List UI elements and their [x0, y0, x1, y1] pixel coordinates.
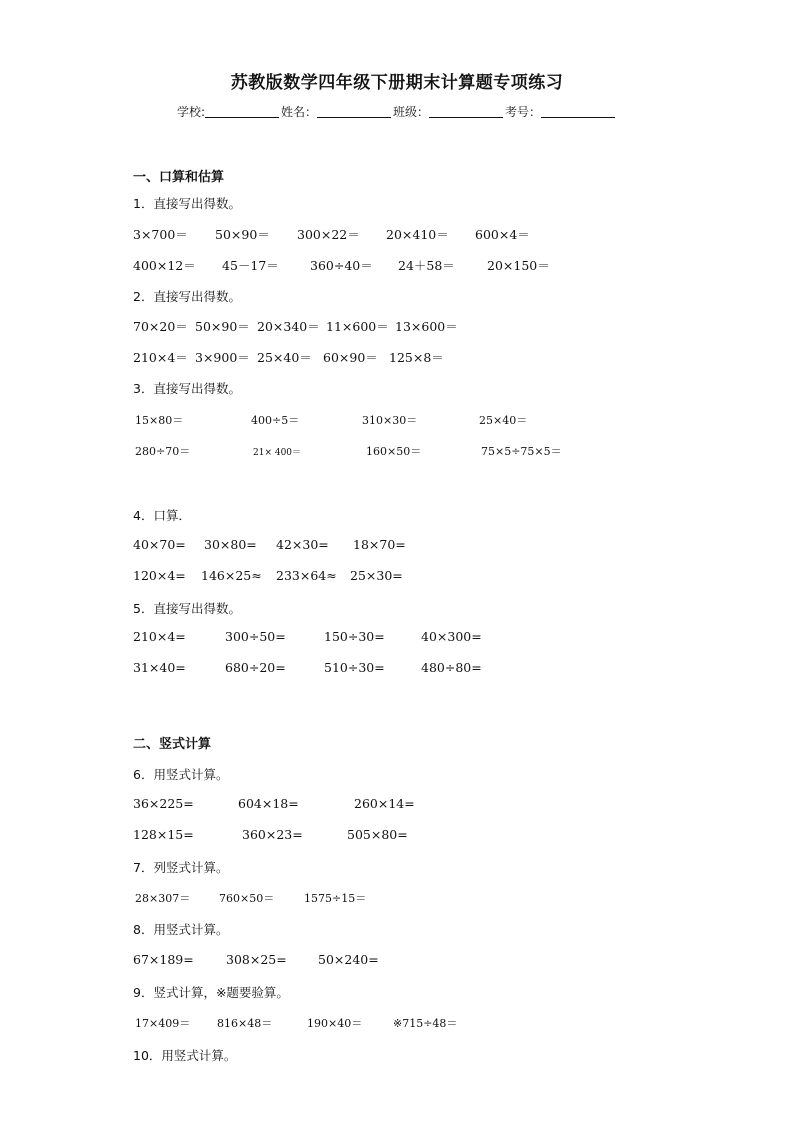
- question-8-row-1: [133, 952, 693, 968]
- problem: 360×23=: [242, 827, 303, 842]
- question-10: 10．用竖式计算。: [133, 1048, 237, 1063]
- problem: 20×410＝: [386, 227, 449, 242]
- problem: 210×4=: [133, 629, 186, 644]
- class-blank[interactable]: [429, 106, 503, 118]
- problem: 50×90＝: [195, 319, 250, 334]
- question-4-row-1: [133, 537, 693, 553]
- problem: 3×900＝: [195, 350, 250, 365]
- problem: 260×14=: [354, 796, 415, 811]
- problem: 40×70=: [133, 537, 186, 552]
- problem: 300÷50=: [225, 629, 286, 644]
- problem: 50×90＝: [215, 227, 270, 242]
- page-title: 苏教版数学四年级下册期末计算题专项练习: [230, 73, 564, 93]
- question-8: 8．用竖式计算。: [133, 922, 229, 937]
- problem: 310×30＝: [362, 414, 418, 427]
- question-6: 6．用竖式计算。: [133, 767, 229, 782]
- problem: 505×80=: [347, 827, 408, 842]
- question-9-row-1: [133, 1015, 693, 1031]
- problem: 816×48＝: [217, 1017, 273, 1030]
- problem: 120×4=: [133, 568, 186, 583]
- question-1: 1．直接写出得数。: [133, 196, 241, 211]
- problem: 36×225=: [133, 796, 194, 811]
- question-2-row-2: [133, 348, 693, 364]
- problem: 400÷5＝: [251, 414, 300, 427]
- problem: 18×70=: [353, 537, 406, 552]
- problem: 50×240=: [318, 952, 379, 967]
- problem: 400×12＝: [133, 258, 196, 273]
- problem: 510÷30=: [324, 660, 385, 675]
- school-blank[interactable]: [205, 106, 279, 118]
- question-6-row-2: [133, 827, 693, 843]
- problem: 3×700＝: [133, 227, 188, 242]
- question-5: 5．直接写出得数。: [133, 601, 241, 616]
- problem: 21× 400＝: [253, 448, 302, 458]
- number-label: 考号：: [505, 105, 542, 119]
- problem: 60×90＝: [323, 350, 378, 365]
- problem: 360÷40＝: [310, 258, 373, 273]
- name-label: 姓名：: [281, 105, 318, 119]
- question-4-row-2: [133, 568, 693, 584]
- question-7-row-1: [133, 890, 693, 906]
- problem: 680÷20=: [225, 660, 286, 675]
- problem: 15×80＝: [135, 414, 184, 427]
- problem: 67×189=: [133, 952, 194, 967]
- question-4: 4．口算．: [133, 508, 191, 523]
- problem: 600×4＝: [475, 227, 530, 242]
- problem: 24＋58＝: [398, 258, 455, 273]
- name-blank[interactable]: [317, 106, 391, 118]
- question-2: 2．直接写出得数。: [133, 289, 241, 304]
- problem: 13×600＝: [395, 319, 458, 334]
- problem: 480÷80=: [421, 660, 482, 675]
- problem: 160×50＝: [366, 445, 422, 458]
- section-heading-vertical: 二、竖式计算: [133, 737, 212, 752]
- question-1-row-1: [133, 225, 693, 241]
- problem: 30×80=: [204, 537, 257, 552]
- problem: 31×40=: [133, 660, 186, 675]
- section-heading-oral: 一、口算和估算: [133, 170, 225, 185]
- question-6-row-1: [133, 796, 693, 812]
- student-info-line: [0, 103, 794, 120]
- problem: 604×18=: [238, 796, 299, 811]
- problem: 28×307＝: [135, 892, 191, 905]
- question-1-row-2: [133, 256, 693, 272]
- problem: 25×40＝: [257, 350, 312, 365]
- question-2-row-1: [133, 317, 693, 333]
- problem: 146×25≈: [201, 568, 262, 583]
- problem: 11×600＝: [326, 319, 389, 334]
- problem: 17×409＝: [135, 1017, 191, 1030]
- question-5-row-1: [133, 629, 693, 645]
- problem: ※715÷48＝: [393, 1017, 458, 1030]
- problem: 42×30=: [276, 537, 329, 552]
- school-label: 学校:: [176, 105, 205, 119]
- problem: 233×64≈: [276, 568, 337, 583]
- problem: 20×150＝: [487, 258, 550, 273]
- problem: 40×300=: [421, 629, 482, 644]
- problem: 45－17＝: [222, 258, 279, 273]
- problem: 300×22＝: [297, 227, 360, 242]
- problem: 128×15=: [133, 827, 194, 842]
- problem: 1575÷15＝: [304, 892, 367, 905]
- question-3-row-2: [133, 443, 693, 459]
- problem: 150÷30=: [324, 629, 385, 644]
- number-blank[interactable]: [541, 106, 615, 118]
- problem: 20×340＝: [257, 319, 320, 334]
- problem: 280÷70＝: [135, 445, 191, 458]
- problem: 70×20＝: [133, 319, 188, 334]
- question-5-row-2: [133, 660, 693, 676]
- problem: 308×25=: [226, 952, 287, 967]
- problem: 25×40＝: [479, 414, 528, 427]
- problem: 760×50＝: [219, 892, 275, 905]
- problem: 75×5÷75×5＝: [481, 445, 562, 458]
- question-7: 7．列竖式计算。: [133, 860, 229, 875]
- question-3: 3．直接写出得数。: [133, 381, 241, 396]
- class-label: 班级：: [393, 105, 430, 119]
- problem: 190×40＝: [307, 1017, 363, 1030]
- question-9: 9．竖式计算，※题要验算。: [133, 985, 289, 1000]
- problem: 210×4＝: [133, 350, 188, 365]
- question-3-row-1: [133, 412, 693, 428]
- problem: 125×8＝: [389, 350, 444, 365]
- problem: 25×30=: [350, 568, 403, 583]
